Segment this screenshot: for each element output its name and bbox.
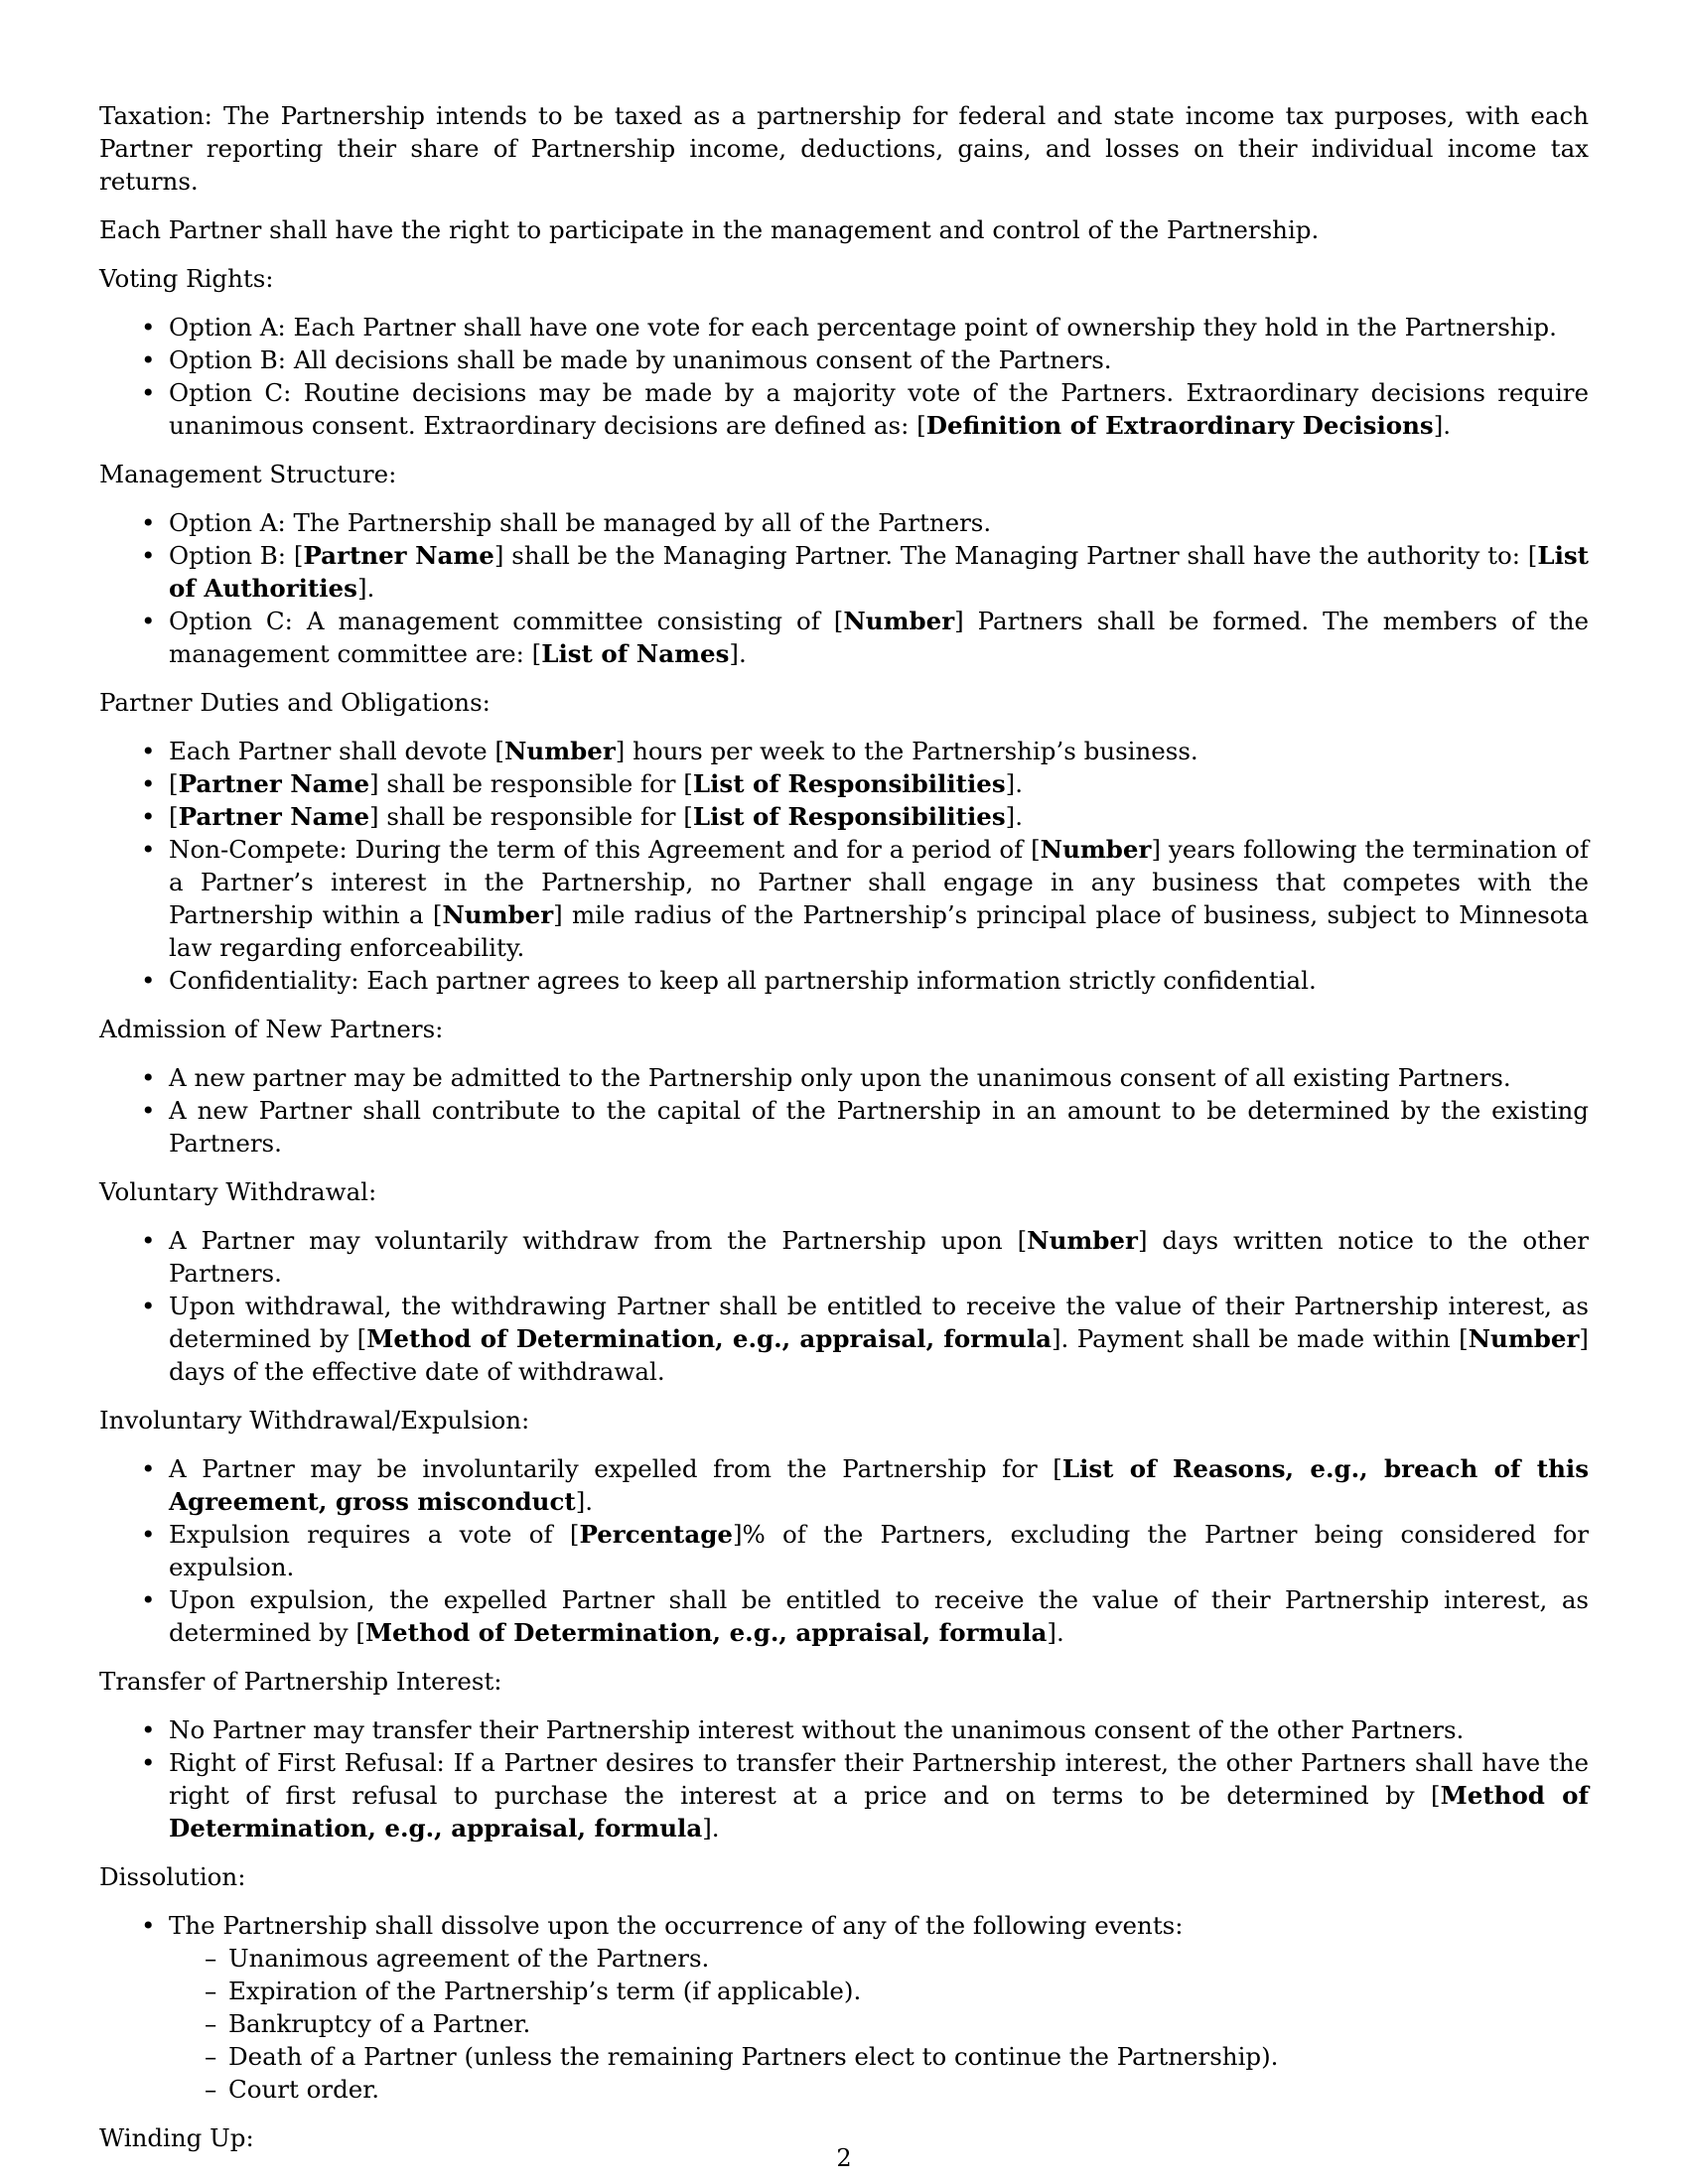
list-item: – Expiration of the Partnership’s term (if applicable).: [228, 1975, 1589, 2007]
transfer-list: [99, 1713, 1589, 1844]
list-item: – Death of a Partner (unless the remaining Partners elect to continue the Partnership).: [228, 2040, 1589, 2073]
partner-duties-heading: Partner Duties and Obligations:: [99, 688, 491, 717]
transfer-heading: Transfer of Partnership Interest:: [99, 1667, 502, 1696]
list-item: – Unanimous agreement of the Partners.: [228, 1942, 1589, 1975]
list-item: • Expulsion requires a vote of [Percentage]% of the Partners, excluding the Partner being considered for expulsion.: [169, 1518, 1589, 1583]
voting-rights-heading: Voting Rights:: [99, 264, 274, 293]
list-item: • Option A: Each Partner shall have one vote for each percentage point of ownership they hold in the Partnership.: [169, 311, 1589, 343]
list-item: • A new partner may be admitted to the Partnership only upon the unanimous consent of all existing Partners.: [169, 1061, 1589, 1094]
list-item: • Each Partner shall devote [Number] hours per week to the Partnership’s business.: [169, 735, 1589, 767]
list-item: • Non-Compete: During the term of this Agreement and for a period of [Number] years following the termination of a Partner’s interest in the Partnership, no Partner shall engage in any business that competes with the Partnership within a [Number] mile radius of the Partnership’s principal place of business, subject to Minnesota law regarding enforceability.: [169, 833, 1589, 964]
page-number: 2: [836, 2144, 852, 2172]
partner-duties-list: [99, 735, 1589, 997]
dissolution-list: [99, 1909, 1589, 2106]
document-page: [99, 99, 1589, 2170]
involuntary-withdrawal-heading: Involuntary Withdrawal/Expulsion:: [99, 1406, 530, 1434]
list-item: • A new Partner shall contribute to the capital of the Partnership in an amount to be determined by the existing Partners.: [169, 1094, 1589, 1160]
voluntary-withdrawal-heading: Voluntary Withdrawal:: [99, 1177, 377, 1206]
list-item: • Option B: All decisions shall be made by unanimous consent of the Partners.: [169, 343, 1589, 376]
admission-heading: Admission of New Partners:: [99, 1015, 444, 1043]
dissolution-events-list: [169, 1942, 1589, 2106]
list-item: • Right of First Refusal: If a Partner desires to transfer their Partnership interest, the other Partners shall have the right of first refusal to purchase the interest at a price and on terms to be determined by [Method of Determination, e.g., appraisal, formula].: [169, 1746, 1589, 1844]
list-item: – Court order.: [228, 2073, 1589, 2106]
list-item: • A Partner may voluntarily withdraw from the Partnership upon [Number] days written notice to the other Partners.: [169, 1224, 1589, 1290]
voluntary-withdrawal-list: [99, 1224, 1589, 1388]
list-item: • Upon withdrawal, the withdrawing Partner shall be entitled to receive the value of their Partnership interest, as determined by [Method of Determination, e.g., appraisal, formula]. Payment shall be made within [Number] days of the effective date of withdrawal.: [169, 1290, 1589, 1388]
list-item: – Bankruptcy of a Partner.: [228, 2007, 1589, 2040]
management-structure-heading: Management Structure:: [99, 460, 397, 488]
list-item: • No Partner may transfer their Partnership interest without the unanimous consent of the other Partners.: [169, 1713, 1589, 1746]
list-item: • A Partner may be involuntarily expelled from the Partnership for [List of Reasons, e.g., breach of this Agreement, gross misconduct].: [169, 1452, 1589, 1518]
list-item: • [Partner Name] shall be responsible for [List of Responsibilities].: [169, 800, 1589, 833]
list-item: • [Partner Name] shall be responsible for [List of Responsibilities].: [169, 767, 1589, 800]
taxation-paragraph: Taxation: The Partnership intends to be taxed as a partnership for federal and state income tax purposes, with each Partner reporting their share of Partnership income, deductions, gains, and losses on their individual income tax returns.: [99, 101, 1589, 196]
involuntary-withdrawal-list: [99, 1452, 1589, 1649]
list-item: • Option C: Routine decisions may be made by a majority vote of the Partners. Extraordinary decisions require unanimous consent. Extraordinary decisions are defined as: [Definition of Extraordinary Decisions].: [169, 376, 1589, 442]
list-item: • Option C: A management committee consisting of [Number] Partners shall be formed. The members of the management committee are: [List of Names].: [169, 605, 1589, 670]
list-item: • Option B: [Partner Name] shall be the Managing Partner. The Managing Partner shall have the authority to: [List of Authorities].: [169, 539, 1589, 605]
management-structure-list: [99, 506, 1589, 670]
management-right-paragraph: Each Partner shall have the right to participate in the management and control of the Partnership.: [99, 215, 1320, 244]
list-item: • Option A: The Partnership shall be managed by all of the Partners.: [169, 506, 1589, 539]
list-item: • The Partnership shall dissolve upon the occurrence of any of the following events: – Unanimous agreement of the Partners. – Expiration of the Partnership’s term (if applicable). – Bankruptcy of a Partner. – Death of a Partner (unless the remaining Partners elect to continue the Partnership). – Court order.: [169, 1909, 1589, 2106]
list-item: • Confidentiality: Each partner agrees to keep all partnership information strictly confidential.: [169, 964, 1589, 997]
list-item: • Upon expulsion, the expelled Partner shall be entitled to receive the value of their Partnership interest, as determined by [Method of Determination, e.g., appraisal, formula].: [169, 1583, 1589, 1649]
voting-rights-list: [99, 311, 1589, 442]
admission-list: [99, 1061, 1589, 1160]
winding-up-heading: Winding Up:: [99, 2123, 254, 2152]
dissolution-heading: Dissolution:: [99, 1862, 246, 1891]
